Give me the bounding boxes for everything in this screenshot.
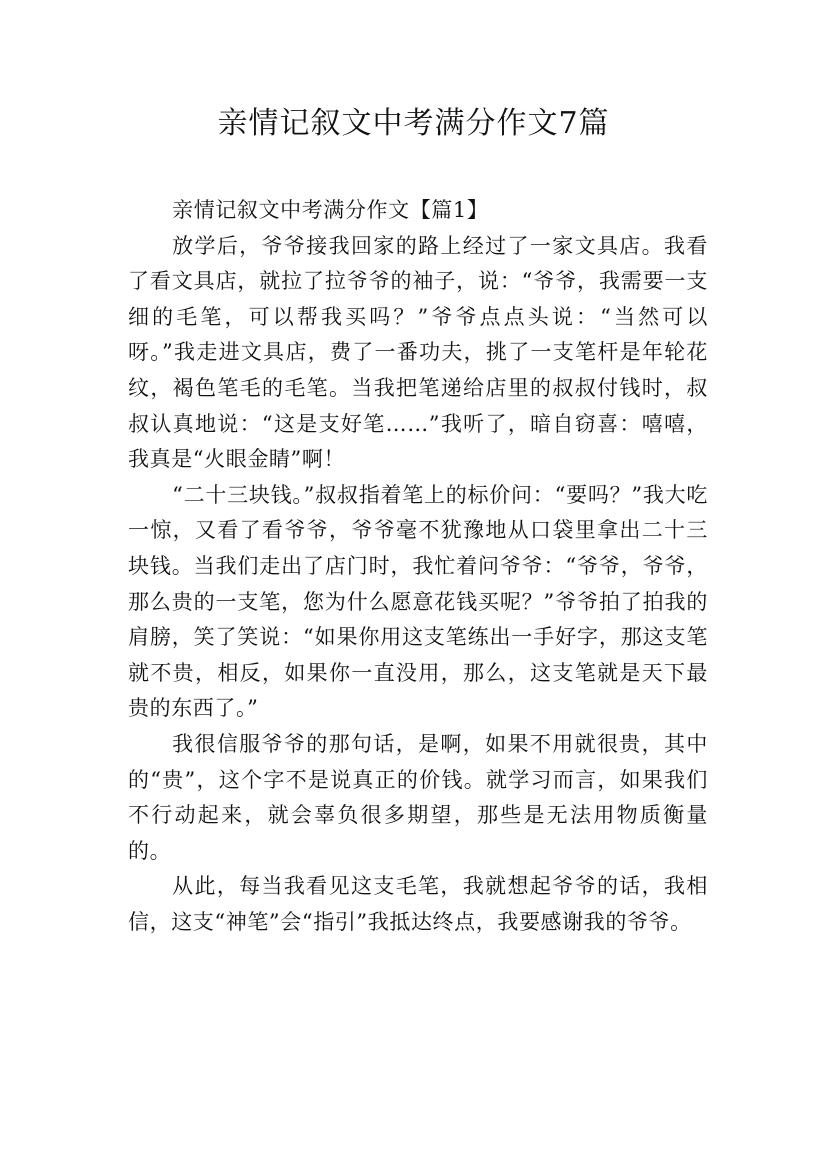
document-body <box>128 193 708 940</box>
paragraph: 放学后，爷爷接我回家的路上经过了一家文具店。我看了看文具店，就拉了拉爷爷的袖子，说：“爷爷，我需要一支细的毛笔，可以帮我买吗？”爷爷点点头说：“当然可以呀。”我走进文具店，费了一番功夫，挑了一支笔杆是年轮花纹，褐色笔毛的毛笔。当我把笔递给店里的叔叔付钱时，叔叔认真地说：“这是支好笔……”我听了，暗自窃喜：嘻嘻，我真是“火眼金睛”啊！ <box>128 233 708 472</box>
paragraph: 从此，每当我看见这支毛笔，我就想起爷爷的话，我相信，这支“神笔”会“指引”我抵达终点，我要感谢我的爷爷。 <box>128 874 708 934</box>
document-title: 亲情记叙文中考满分作文7篇 <box>217 106 610 141</box>
paragraph: “二十三块钱。”叔叔指着笔上的标价问：“要吗？”我大吃一惊，又看了看爷爷，爷爷毫不犹豫地从口袋里拿出二十三块钱。当我们走出了店门时，我忙着问爷爷：“爷爷，爷爷，那么贵的一支笔，您为什么愿意花钱买呢？”爷爷拍了拍我的肩膀，笑了笑说：“如果你用这支笔练出一手好字，那这支笔就不贵，相反，如果你一直没用，那么，这支笔就是天下最贵的东西了。” <box>128 482 708 721</box>
section-heading: 亲情记叙文中考满分作文【篇1】 <box>172 198 489 222</box>
paragraph: 我很信服爷爷的那句话，是啊，如果不用就很贵，其中的“贵”，这个字不是说真正的价钱。就学习而言，如果我们不行动起来，就会辜负很多期望，那些是无法用物质衡量的。 <box>128 731 708 863</box>
